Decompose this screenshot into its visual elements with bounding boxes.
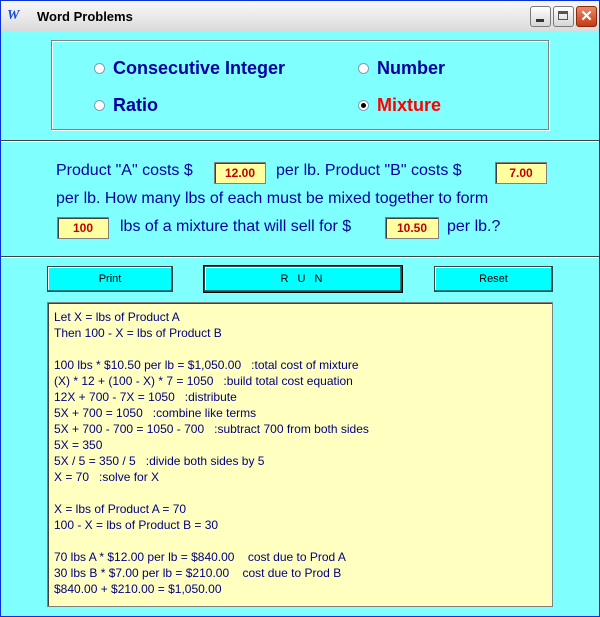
- output-line: 5X = 350: [54, 438, 103, 452]
- reset-button[interactable]: Reset: [434, 266, 553, 292]
- print-button[interactable]: Print: [47, 266, 173, 292]
- output-line: 5X + 700 - 700 = 1050 - 700 :subtract 700 from both sides: [54, 422, 369, 436]
- radio-button-icon[interactable]: [94, 63, 105, 74]
- radio-ratio[interactable]: [94, 95, 158, 116]
- radio-number[interactable]: [358, 58, 445, 79]
- problem-text-1: Product "A" costs $: [56, 162, 193, 179]
- output-line: Then 100 - X = lbs of Product B: [54, 326, 222, 340]
- radio-button-icon[interactable]: [94, 100, 105, 111]
- window-title: Word Problems: [37, 9, 133, 24]
- radio-button-icon[interactable]: [358, 63, 369, 74]
- radio-consecutive-integer[interactable]: [94, 58, 285, 79]
- app-icon: W: [7, 8, 20, 23]
- output-line: 5X / 5 = 350 / 5 :divide both sides by 5: [54, 454, 265, 468]
- maximize-icon: [558, 11, 568, 20]
- output-line: (X) * 12 + (100 - X) * 7 = 1050 :build total cost equation: [54, 374, 353, 388]
- minimize-button[interactable]: [530, 6, 551, 27]
- radio-mixture[interactable]: [358, 95, 441, 116]
- output-line: [54, 533, 546, 549]
- problem-type-group: [51, 40, 549, 130]
- output-line: 100 - X = lbs of Product B = 30: [54, 518, 219, 532]
- close-button[interactable]: [576, 6, 597, 27]
- total-lbs-input[interactable]: 100: [57, 217, 109, 239]
- maximize-button[interactable]: [553, 6, 574, 27]
- output-line: [54, 341, 546, 357]
- solution-output[interactable]: [47, 302, 553, 607]
- output-line: Let X = lbs of Product A: [54, 310, 180, 324]
- radio-button-selected-icon[interactable]: [358, 100, 369, 111]
- output-line: 30 lbs B * $7.00 per lb = $210.00 cost due to Prod B: [54, 566, 342, 580]
- close-icon: ✕: [580, 8, 593, 25]
- output-line: X = 70 :solve for X: [54, 470, 160, 484]
- output-line: $840.00 + $210.00 = $1,050.00: [54, 582, 222, 596]
- output-line: 70 lbs A * $12.00 per lb = $840.00 cost due to Prod A: [54, 550, 346, 564]
- run-button[interactable]: R U N: [204, 266, 402, 292]
- minimize-icon: [536, 19, 544, 22]
- radio-label: Consecutive Integer: [113, 58, 286, 78]
- problem-text-3: per lb. How many lbs of each must be mixed together to form: [56, 190, 489, 207]
- divider: [1, 140, 599, 142]
- problem-text-2: per lb. Product "B" costs $: [276, 162, 462, 179]
- divider: [1, 256, 599, 258]
- output-line: 12X + 700 - 7X = 1050 :distribute: [54, 390, 237, 404]
- radio-label: Mixture: [377, 95, 442, 115]
- problem-text-4: lbs of a mixture that will sell for $: [120, 218, 352, 235]
- price-b-input[interactable]: 7.00: [495, 162, 547, 184]
- title-bar[interactable]: [1, 1, 599, 33]
- problem-text-5: per lb.?: [447, 218, 501, 235]
- output-line: [54, 485, 546, 501]
- radio-label: Ratio: [113, 95, 158, 115]
- mix-price-input[interactable]: 10.50: [385, 217, 439, 239]
- main-content: [1, 32, 599, 616]
- radio-label: Number: [377, 58, 446, 78]
- price-a-input[interactable]: 12.00: [214, 162, 266, 184]
- output-line: X = lbs of Product A = 70: [54, 502, 187, 516]
- output-line: 5X + 700 = 1050 :combine like terms: [54, 406, 257, 420]
- output-line: 100 lbs * $10.50 per lb = $1,050.00 :total cost of mixture: [54, 358, 359, 372]
